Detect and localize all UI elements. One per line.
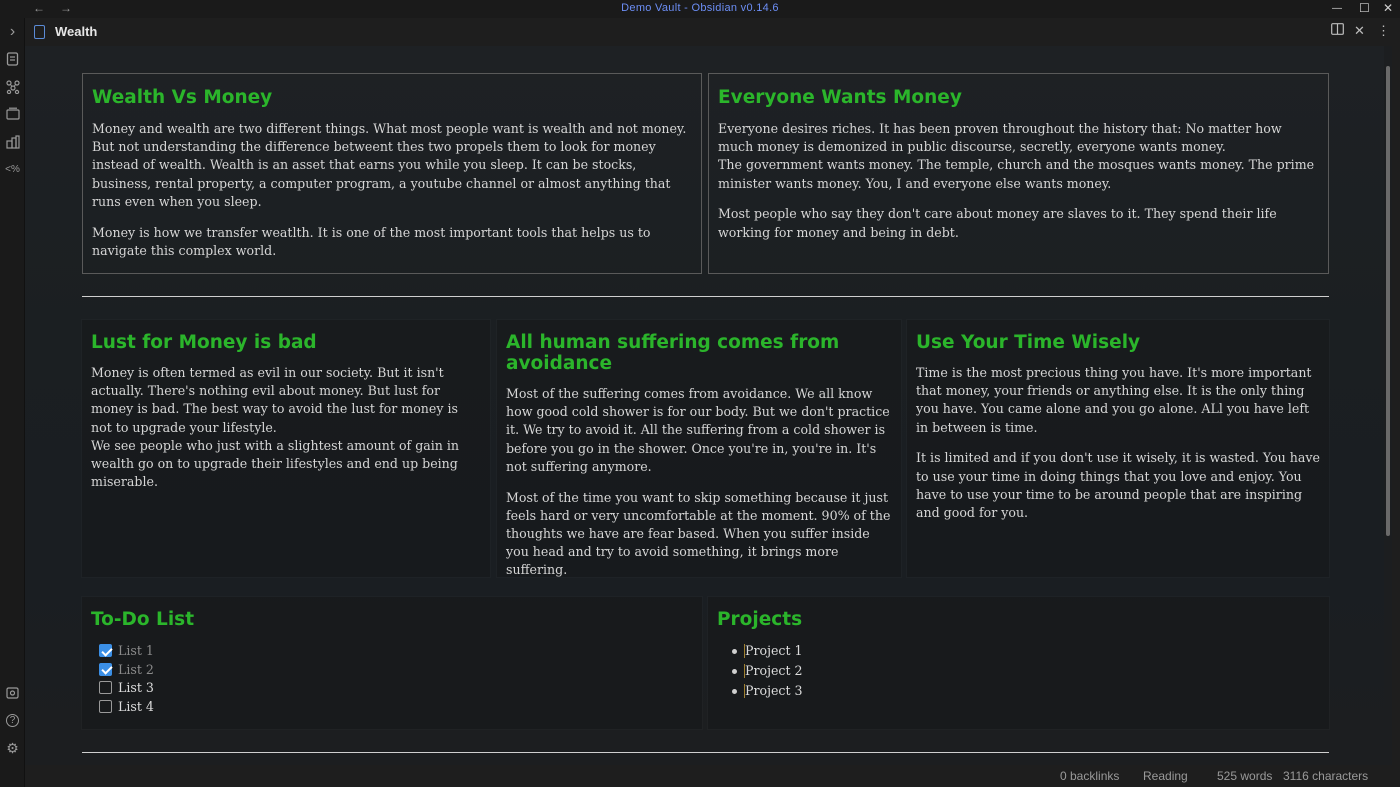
graph-icon[interactable] xyxy=(5,80,20,95)
main-workspace xyxy=(25,18,1392,765)
left-ribbon xyxy=(0,18,25,787)
todo-item-label: List 2 xyxy=(118,661,154,677)
maximize-button[interactable]: ☐ xyxy=(1359,1,1370,15)
templater-label: <% xyxy=(5,164,20,175)
close-tab-icon[interactable]: ✕ xyxy=(1354,23,1365,38)
heading-human-suffering: All human suffering comes from avoidance xyxy=(506,332,840,374)
paragraph: Everyone desires riches. It has been proven throughout the history that: No matter how much money is demonized in public discourse, secretly, everyone wants money. xyxy=(718,121,1282,155)
split-view-icon[interactable] xyxy=(1331,23,1344,38)
project-item-label: Project 2 xyxy=(745,663,803,678)
title-bar xyxy=(0,0,1400,18)
indent-guide xyxy=(744,684,745,698)
paragraph: It is limited and if you don't use it wisely, it is wasted. You have to use your time in doing things that you love and enjoy. You have to use your time to be around people that are inspiring and good for you. xyxy=(916,450,1320,520)
card-wealth-vs-money xyxy=(82,73,702,274)
paragraph: Money is how we transfer weatlth. It is one of the most important tools that helps us to navigate this complex world. xyxy=(92,224,651,258)
file-explorer-icon[interactable] xyxy=(5,52,20,67)
close-window-button[interactable]: ✕ xyxy=(1383,1,1394,15)
window-title: Demo Vault - Obsidian v0.14.6 xyxy=(621,2,779,14)
vault-icon[interactable] xyxy=(5,687,20,702)
paragraph: Most of the suffering comes from avoidance. We all know how good cold shower is for our body. But we don't practice it. We try to avoid it. All the suffering from a cold shower is before you go in the shower. Once you're in, you're in. It's not suffering anymore. xyxy=(506,386,890,474)
card-projects xyxy=(708,597,1329,729)
heading-everyone-wants-money: Everyone Wants Money xyxy=(718,87,962,108)
backlinks-count[interactable]: 0 backlinks xyxy=(1060,769,1120,783)
todo-item-label: List 4 xyxy=(118,698,154,714)
todo-item xyxy=(99,698,693,717)
view-header xyxy=(25,18,1392,46)
projects-list xyxy=(717,641,1320,701)
paragraph: The government wants money. The temple, church and the mosques wants money. The prime minister wants money. You, I and everyone else wants money. xyxy=(718,157,1315,191)
unchecked-checkbox[interactable] xyxy=(99,681,112,694)
card-todo-list xyxy=(82,597,702,729)
horizontal-rule xyxy=(82,296,1329,297)
todo-item-label: List 1 xyxy=(118,643,154,658)
cards-icon[interactable] xyxy=(5,107,20,122)
scrollbar[interactable] xyxy=(1384,46,1392,765)
more-options-icon[interactable]: ⋮ xyxy=(1377,23,1390,38)
view-mode[interactable]: Reading xyxy=(1143,769,1188,783)
heading-projects: Projects xyxy=(717,609,803,630)
unchecked-checkbox[interactable] xyxy=(99,700,112,713)
todo-item xyxy=(99,661,693,680)
card-use-time-wisely xyxy=(907,320,1329,577)
horizontal-rule xyxy=(82,752,1329,753)
todo-item xyxy=(99,642,693,661)
paragraph: We see people who just with a slightest amount of gain in wealth go on to upgrade their lifestyles and end up being miserable. xyxy=(91,437,460,490)
templater-icon[interactable] xyxy=(5,162,20,177)
card-lust-for-money xyxy=(82,320,490,577)
paragraph: Most of the time you want to skip something because it just feels hard or very uncomfortable at the moment. 90% of the thoughts we have are fear based. When you suffer inside you head and try to avoid something, it brings more suffering. xyxy=(506,489,891,578)
settings-icon[interactable]: ⚙ xyxy=(6,740,19,756)
card-human-suffering xyxy=(497,320,901,577)
project-item xyxy=(717,681,1320,701)
scrollbar-thumb[interactable] xyxy=(1386,66,1390,536)
forward-arrow-icon[interactable]: → xyxy=(60,1,72,15)
document-icon xyxy=(34,25,45,39)
todo-item xyxy=(99,679,693,698)
heading-use-time-wisely: Use Your Time Wisely xyxy=(916,332,1141,353)
paragraph: Money is often termed as evil in our society. But it isn't actually. There's nothing evil about money. But lust for money is bad. The best way to avoid the lust for money is not to upgrade your lifestyle. xyxy=(91,365,458,435)
canvas-icon[interactable] xyxy=(5,135,20,150)
heading-todo-list: To-Do List xyxy=(91,609,195,630)
reading-view xyxy=(25,46,1392,765)
paragraph: Most people who say they don't care about money are slaves to it. They spend their life working for money and being in debt. xyxy=(718,206,1277,240)
project-item xyxy=(717,661,1320,681)
todo-item-label: List 3 xyxy=(118,680,154,695)
indent-guide xyxy=(744,644,745,658)
checked-checkbox[interactable] xyxy=(99,663,112,676)
expand-sidebar-icon[interactable]: › xyxy=(9,23,16,40)
heading-lust-for-money: Lust for Money is bad xyxy=(91,332,317,353)
indent-guide xyxy=(744,664,745,678)
back-arrow-icon[interactable]: ← xyxy=(33,1,45,15)
minimize-button[interactable]: — xyxy=(1332,3,1342,14)
help-icon[interactable]: ? xyxy=(6,714,19,727)
note-title[interactable]: Wealth xyxy=(55,24,98,39)
word-count: 525 words xyxy=(1217,769,1273,783)
project-item-label: Project 3 xyxy=(745,683,803,698)
card-everyone-wants-money xyxy=(708,73,1329,274)
todo-list xyxy=(99,642,693,716)
paragraph: Time is the most precious thing you have. It's more important that money, your friends or anything else. It is the only thing you have. You came alone and you go alone. ALl you have left in between is time. xyxy=(916,365,1312,435)
status-bar xyxy=(25,765,1400,787)
project-item xyxy=(717,641,1320,661)
character-count: 3116 characters xyxy=(1283,769,1369,783)
project-item-label: Project 1 xyxy=(745,643,803,658)
checked-checkbox[interactable] xyxy=(99,644,112,657)
heading-wealth-vs-money: Wealth Vs Money xyxy=(92,87,273,108)
paragraph: Money and wealth are two different things. What most people want is wealth and not money. But not understanding the difference betweent thes two propels them to look for money instead of wealth. Wealth is an asset that earns you while you sleep. It can be stocks, business, rental property, a computer program, a youtube channel or almost anything that runs even when you sleep. xyxy=(92,121,687,209)
